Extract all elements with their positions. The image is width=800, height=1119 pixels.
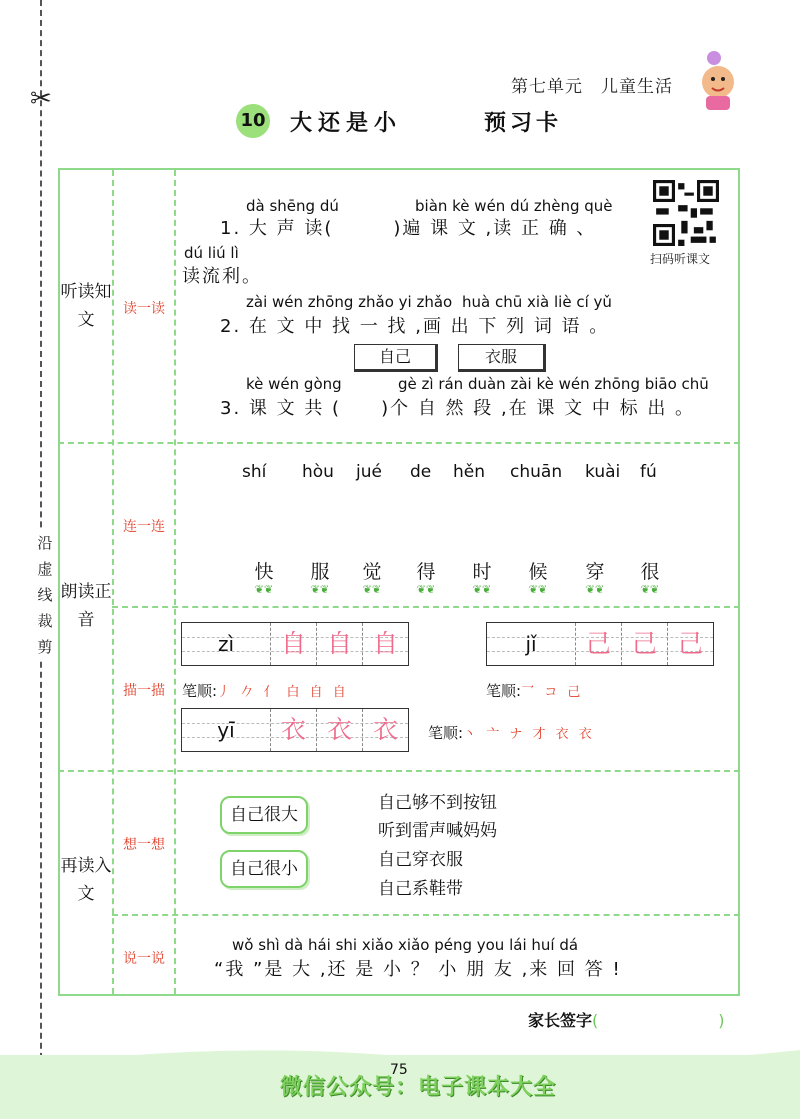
cut-instruction: 沿虚线裁剪 — [35, 530, 55, 660]
stroke-sequence: 乛 コ 己 — [521, 685, 584, 700]
divider — [174, 170, 176, 994]
question-1: 1. 大 声 读( )遍 课 文 ,读 正 确 、 — [220, 218, 597, 239]
trace-char[interactable]: 自 — [362, 623, 408, 665]
trace-char[interactable]: 己 — [667, 623, 713, 665]
match-pinyin[interactable]: shí — [242, 462, 267, 482]
trace-char[interactable]: 自 — [270, 623, 316, 665]
trace-char[interactable]: 自 — [316, 623, 362, 665]
trace-grid-zi[interactable] — [181, 622, 409, 666]
pinyin-line: biàn kè wén dú zhèng què — [415, 197, 613, 215]
word-box: 自己 — [354, 344, 438, 372]
signature-label: 家长签字 — [528, 1011, 593, 1030]
card-title: 预习卡 — [484, 111, 563, 136]
match-pinyin[interactable]: kuài — [585, 462, 621, 482]
pinyin-line: dú liú lì — [184, 244, 239, 262]
divider — [58, 770, 740, 772]
think-option-right[interactable]: 听到雷声喊妈妈 — [378, 821, 497, 841]
stroke-order — [486, 680, 583, 701]
stroke-sequence: 丶 亠 ナ 才 衣 衣 — [463, 727, 595, 742]
page-number: 75 — [390, 1062, 408, 1078]
stroke-label: 笔顺: — [428, 724, 464, 742]
pinyin-line: dà shēng dú — [246, 197, 339, 215]
lesson-title: 大还是小 — [290, 111, 403, 136]
leaf-decoration-icon: ❦❦ — [254, 583, 274, 596]
leaf-decoration-icon: ❦❦ — [362, 583, 382, 596]
pinyin-line: gè zì rán duàn zài kè wén zhōng biāo chū — [398, 375, 709, 393]
mascot-icon — [694, 48, 740, 112]
match-hanzi[interactable]: 得 — [416, 561, 436, 583]
stroke-order — [428, 722, 595, 743]
scissors-icon: ✂ — [30, 84, 52, 114]
think-option-right[interactable]: 自己系鞋带 — [378, 879, 463, 899]
trace-char[interactable]: 己 — [575, 623, 621, 665]
stroke-label: 笔顺: — [486, 682, 522, 700]
activity-think: 想一想 — [123, 837, 165, 853]
footer-watermark: 微信公众号：电子课本大全 — [280, 1075, 557, 1100]
think-option-left[interactable]: 自己很大 — [220, 796, 308, 834]
trace-char[interactable]: 衣 — [270, 709, 316, 751]
section-pronounce: 朗读正音 — [60, 582, 112, 630]
question-1-cont: 读流利。 — [182, 266, 262, 287]
think-option-right[interactable]: 自己穿衣服 — [378, 850, 463, 870]
match-hanzi[interactable]: 觉 — [362, 561, 382, 583]
parent-signature[interactable] — [528, 1008, 725, 1031]
trace-char[interactable]: 己 — [621, 623, 667, 665]
activity-match: 连一连 — [123, 519, 165, 535]
qr-code[interactable] — [653, 180, 719, 246]
divider — [112, 606, 740, 608]
match-hanzi[interactable]: 时 — [472, 561, 492, 583]
leaf-decoration-icon: ❦❦ — [310, 583, 330, 596]
activity-trace: 描一描 — [123, 683, 165, 699]
question-2: 2. 在 文 中 找 一 找 ,画 出 下 列 词 语 。 — [220, 316, 610, 337]
qr-caption: 扫码听课文 — [650, 252, 711, 266]
word-box: 衣服 — [458, 344, 546, 372]
trace-char[interactable]: 衣 — [316, 709, 362, 751]
match-hanzi[interactable]: 快 — [254, 561, 274, 583]
signature-open: ( — [592, 1011, 599, 1030]
think-option-left[interactable]: 自己很小 — [220, 850, 308, 888]
trace-pinyin: jǐ — [525, 632, 537, 656]
trace-pinyin: yī — [217, 718, 235, 742]
pinyin-line: kè wén gòng — [246, 375, 342, 393]
leaf-decoration-icon: ❦❦ — [416, 583, 436, 596]
activity-read: 读一读 — [123, 301, 165, 317]
trace-grid-ji[interactable] — [486, 622, 714, 666]
section-reread: 再读入文 — [60, 856, 112, 904]
leaf-decoration-icon: ❦❦ — [472, 583, 492, 596]
leaf-decoration-icon: ❦❦ — [528, 583, 548, 596]
question-3: 3. 课 文 共 ( )个 自 然 段 ,在 课 文 中 标 出 。 — [220, 398, 696, 419]
leaf-decoration-icon: ❦❦ — [640, 583, 660, 596]
match-hanzi[interactable]: 很 — [640, 561, 660, 583]
stroke-label: 笔顺: — [182, 682, 218, 700]
match-pinyin[interactable]: fú — [640, 462, 657, 482]
trace-grid-yi[interactable] — [181, 708, 409, 752]
stroke-sequence: 丿 𠂊 亻 白 自 自 — [217, 685, 349, 700]
match-pinyin[interactable]: hěn — [453, 462, 486, 482]
unit-title: 第七单元 儿童生活 — [511, 77, 673, 97]
trace-char[interactable]: 衣 — [362, 709, 408, 751]
leaf-decoration-icon: ❦❦ — [585, 583, 605, 596]
pinyin-line: wǒ shì dà hái shi xiǎo xiǎo péng you lái huí dá — [232, 936, 579, 954]
divider — [112, 914, 740, 916]
match-hanzi[interactable]: 服 — [310, 561, 330, 583]
lesson-number: 10 — [236, 104, 270, 138]
trace-pinyin: zì — [217, 632, 235, 656]
match-hanzi[interactable]: 穿 — [585, 561, 605, 583]
divider — [112, 170, 114, 994]
match-pinyin[interactable]: de — [410, 462, 432, 482]
signature-close: ) — [718, 1011, 725, 1030]
divider — [58, 442, 740, 444]
think-option-right[interactable]: 自己够不到按钮 — [378, 793, 497, 813]
match-pinyin[interactable]: jué — [356, 462, 382, 482]
activity-say: 说一说 — [123, 951, 165, 967]
say-text: “我 ”是 大 ,还 是 小 ？ 小 朋 友 ,来 回 答 ! — [214, 959, 622, 980]
pinyin-line: huà chū xià liè cí yǔ — [462, 293, 612, 311]
section-listen: 听读知文 — [60, 282, 112, 330]
match-hanzi[interactable]: 候 — [528, 561, 548, 583]
match-pinyin[interactable]: chuān — [510, 462, 563, 482]
stroke-order — [182, 680, 349, 701]
match-pinyin[interactable]: hòu — [302, 462, 334, 482]
pinyin-line: zài wén zhōng zhǎo yi zhǎo — [246, 293, 453, 311]
